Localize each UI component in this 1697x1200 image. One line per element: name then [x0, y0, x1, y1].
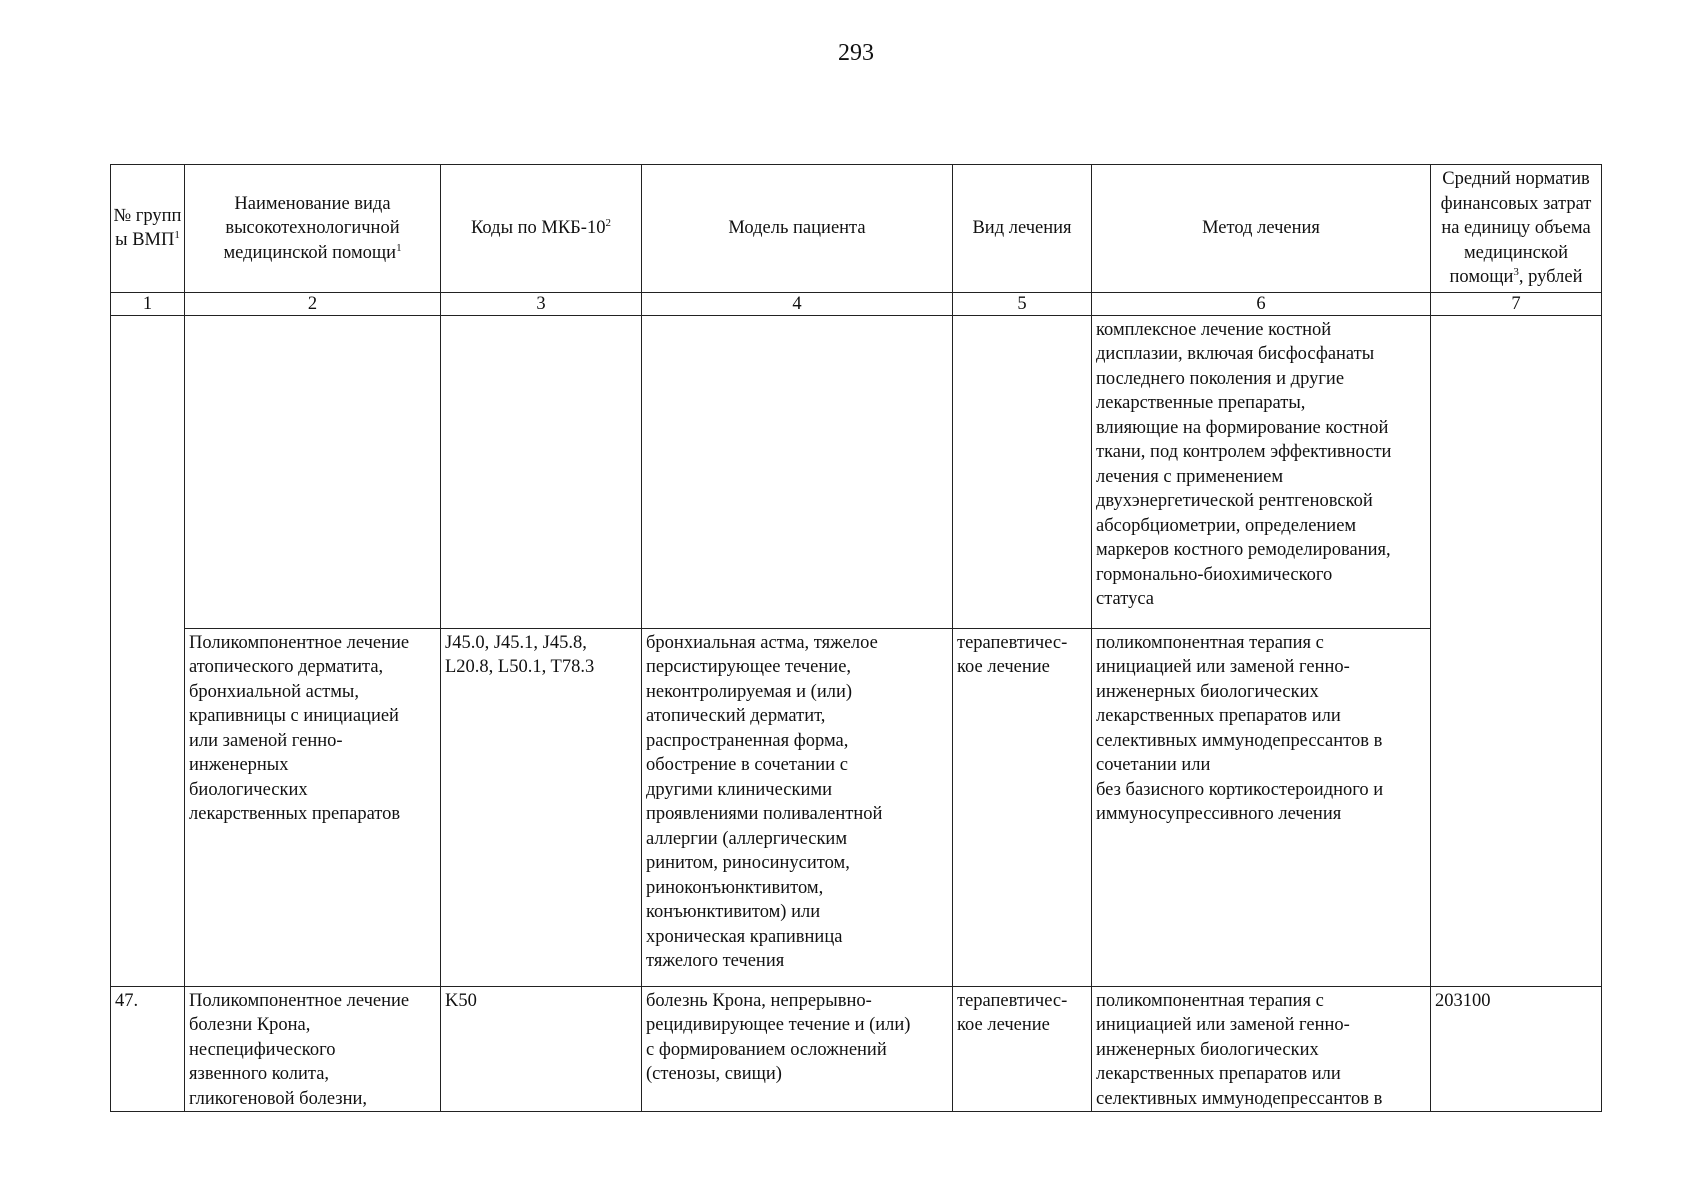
cost-norm-cell	[1431, 315, 1602, 986]
table-row	[111, 315, 1602, 628]
header-care-name: Наименование вида высокотехнологичной медицинской помощи$^1$	[185, 165, 441, 293]
column-number: 7	[1431, 292, 1602, 315]
column-number-row	[111, 292, 1602, 315]
patient-model-cell	[642, 315, 953, 628]
column-number: 2	[185, 292, 441, 315]
treatment-method-cell: комплексное лечение костной дисплазии, включая бисфосфанаты последнего поколения и другие лекарственные препараты, влияющие на формирование костной ткани, под контролем эффективности лечения с применением двухэнергетической рентгеновской абсорбциометрии, определением маркеров костного ремоделирования, гормонально-биохимического статуса	[1092, 315, 1431, 628]
header-treatment-type: Вид лечения	[953, 165, 1092, 293]
patient-model-cell: болезнь Крона, непрерывно- рецидивирующее течение и (или) с формированием осложнений (стенозы, свищи)	[642, 986, 953, 1112]
cost-norm-cell: 203100	[1431, 986, 1602, 1112]
icd-codes-cell: K50	[441, 986, 642, 1112]
vmp-table	[110, 164, 1602, 1112]
table-row	[111, 986, 1602, 1112]
column-number: 3	[441, 292, 642, 315]
header-icd-codes: Коды по МКБ-$10^2$	[441, 165, 642, 293]
care-name-cell: Поликомпонентное лечение атопического дерматита, бронхиальной астмы, крапивницы с инициацией или заменой генно- инженерных биологических лекарственных препаратов	[185, 628, 441, 986]
table-row	[111, 628, 1602, 986]
icd-codes-cell	[441, 315, 642, 628]
header-cost-norm: Средний норматив финансовых затрат на единицу объема медицинской помощи$^3$, рублей	[1431, 165, 1602, 293]
treatment-type-cell: терапевтичес- кое лечение	[953, 986, 1092, 1112]
patient-model-cell: бронхиальная астма, тяжелое персистирующее течение, неконтролируемая и (или) атопический дерматит, распространенная форма, обострение в сочетании с другими клиническими проявлениями поливалентной аллергии (аллергическим ринитом, риносинуситом, риноконъюнктивитом, конъюнктивитом) или хроническая крапивница тяжелого течения	[642, 628, 953, 986]
column-number: 5	[953, 292, 1092, 315]
column-number: 1	[111, 292, 185, 315]
header-patient-model: Модель пациента	[642, 165, 953, 293]
care-name-cell	[185, 315, 441, 628]
column-number: 6	[1092, 292, 1431, 315]
treatment-type-cell: терапевтичес- кое лечение	[953, 628, 1092, 986]
header-group-number: № групп ы ВМП$^1$	[111, 165, 185, 293]
care-name-cell: Поликомпонентное лечение болезни Крона, неспецифического язвенного колита, гликогеновой болезни,	[185, 986, 441, 1112]
group-number-cell	[111, 315, 185, 986]
treatment-method-cell: поликомпонентная терапия с инициацией или заменой генно- инженерных биологических лекарственных препаратов или селективных иммунодепрессантов в сочетании или без базисного кортикостероидного и иммуносупрессивного лечения	[1092, 628, 1431, 986]
header-row	[111, 165, 1602, 293]
icd-codes-cell: J45.0, J45.1, J45.8, L20.8, L50.1, T78.3	[441, 628, 642, 986]
page-number: 293	[838, 40, 874, 66]
treatment-method-cell: поликомпонентная терапия с инициацией или заменой генно- инженерных биологических лекарственных препаратов или селективных иммунодепрессантов в	[1092, 986, 1431, 1112]
treatment-type-cell	[953, 315, 1092, 628]
group-number-cell: 47.	[111, 986, 185, 1112]
column-number: 4	[642, 292, 953, 315]
header-treatment-method: Метод лечения	[1092, 165, 1431, 293]
